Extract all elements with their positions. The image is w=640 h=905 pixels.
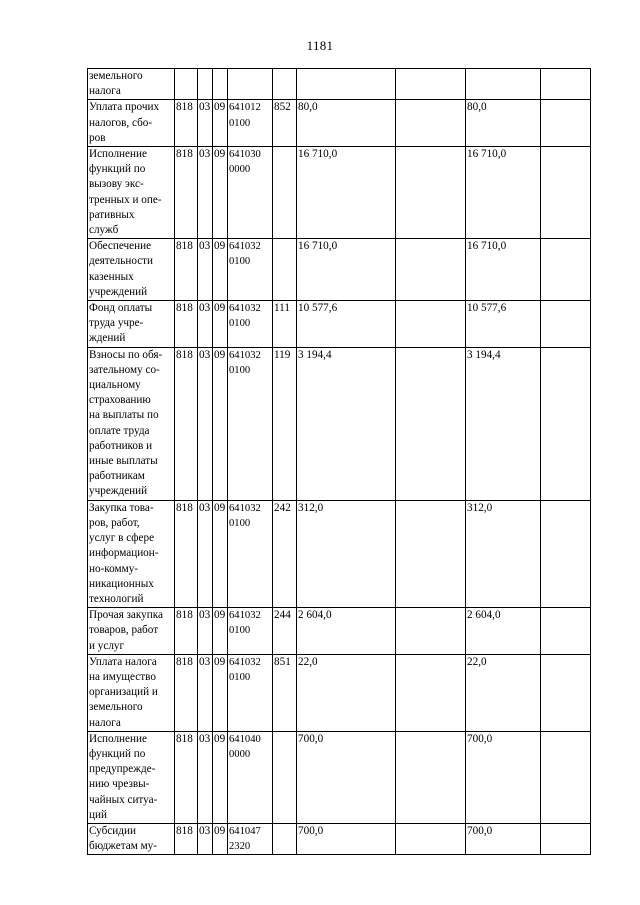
cell-pr-text: 09	[214, 348, 226, 361]
cell-name	[88, 500, 175, 607]
cell-vr	[273, 69, 297, 100]
cell-pr-text: 09	[214, 732, 226, 745]
table-row	[88, 500, 591, 607]
cell-gr-text: 818	[176, 101, 193, 114]
cell-name	[88, 654, 175, 731]
cell-cs	[228, 147, 273, 239]
cell-amount2	[466, 608, 541, 655]
cell-col7	[396, 347, 466, 500]
cell-pr-text: 09	[214, 609, 226, 622]
cell-amount	[297, 301, 396, 348]
cell-pr-text: 09	[214, 101, 226, 114]
cell-cs	[228, 301, 273, 348]
cell-col9	[541, 239, 591, 301]
cell-rz	[198, 69, 213, 100]
cell-name-text: Обеспечение деятельности казенных учреждений	[89, 240, 154, 298]
table-row	[88, 301, 591, 348]
cell-name-text: Исполнение функций по вызову экс- тренных и опе- ративных служб	[89, 148, 162, 237]
cell-name	[88, 69, 175, 100]
cell-vr	[273, 100, 297, 147]
cell-cs-text: 641032 0100	[229, 241, 261, 268]
table-row	[88, 69, 591, 100]
cell-gr	[175, 239, 198, 301]
cell-vr-text: 851	[274, 655, 291, 668]
cell-amount	[297, 147, 396, 239]
cell-amount2-text: 2 604,0	[467, 609, 501, 622]
cell-vr	[273, 301, 297, 348]
cell-name	[88, 608, 175, 655]
cell-name-text: земельного налога	[89, 70, 143, 98]
cell-amount	[297, 654, 396, 731]
cell-rz	[198, 100, 213, 147]
table-row	[88, 654, 591, 731]
cell-gr	[175, 301, 198, 348]
cell-amount2-text: 700,0	[467, 824, 493, 837]
cell-gr-text: 818	[176, 240, 193, 253]
cell-name	[88, 823, 175, 854]
cell-pr-text: 09	[214, 501, 226, 514]
cell-col9	[541, 608, 591, 655]
cell-pr	[213, 823, 228, 854]
cell-vr-text: 242	[274, 501, 291, 514]
cell-vr-text: 244	[274, 609, 291, 622]
cell-name	[88, 147, 175, 239]
table-body	[88, 69, 591, 855]
cell-vr	[273, 500, 297, 607]
cell-vr-text: 119	[274, 348, 291, 361]
cell-vr	[273, 239, 297, 301]
cell-gr-text: 818	[176, 501, 193, 514]
cell-pr-text: 09	[214, 824, 226, 837]
cell-cs	[228, 823, 273, 854]
cell-rz-text: 03	[199, 732, 211, 745]
cell-col9	[541, 654, 591, 731]
cell-name-text: Прочая закупка товаров, работ и услуг	[89, 609, 163, 652]
cell-col9	[541, 301, 591, 348]
cell-cs-text: 641032 0100	[229, 349, 261, 376]
cell-amount-text: 16 710,0	[298, 240, 338, 253]
cell-col7	[396, 69, 466, 100]
cell-gr-text: 818	[176, 824, 193, 837]
cell-col7	[396, 731, 466, 823]
cell-amount2-text: 22,0	[467, 655, 487, 668]
cell-amount	[297, 100, 396, 147]
cell-cs	[228, 69, 273, 100]
cell-col9	[541, 347, 591, 500]
cell-col7	[396, 147, 466, 239]
cell-pr	[213, 100, 228, 147]
cell-name-text: Исполнение функций по предупрежде- нию чрезвы- чайных ситуа- ций	[89, 732, 158, 821]
cell-pr	[213, 301, 228, 348]
cell-rz-text: 03	[199, 348, 211, 361]
cell-vr	[273, 823, 297, 854]
cell-pr	[213, 654, 228, 731]
cell-vr	[273, 608, 297, 655]
cell-rz-text: 03	[199, 148, 211, 161]
cell-amount2	[466, 69, 541, 100]
cell-cs	[228, 731, 273, 823]
cell-gr	[175, 654, 198, 731]
cell-amount	[297, 731, 396, 823]
cell-amount2-text: 10 577,6	[467, 302, 507, 315]
cell-pr-text: 09	[214, 302, 226, 315]
cell-cs	[228, 239, 273, 301]
cell-rz	[198, 239, 213, 301]
cell-rz-text: 03	[199, 501, 211, 514]
cell-amount2-text: 312,0	[467, 501, 493, 514]
cell-pr	[213, 731, 228, 823]
cell-amount2	[466, 823, 541, 854]
cell-amount2-text: 80,0	[467, 101, 487, 114]
cell-gr	[175, 608, 198, 655]
cell-cs	[228, 608, 273, 655]
cell-name-text: Уплата налога на имущество организаций и земельного налога	[89, 655, 158, 729]
cell-gr	[175, 347, 198, 500]
cell-pr	[213, 147, 228, 239]
cell-gr-text: 818	[176, 609, 193, 622]
cell-cs-text: 641032 0100	[229, 303, 261, 330]
cell-cs-text: 641047 2320	[229, 825, 261, 853]
cell-pr	[213, 500, 228, 607]
cell-col7	[396, 301, 466, 348]
table-row	[88, 239, 591, 301]
cell-cs	[228, 100, 273, 147]
cell-gr	[175, 100, 198, 147]
table-row	[88, 731, 591, 823]
cell-col9	[541, 500, 591, 607]
cell-amount-text: 80,0	[298, 101, 318, 114]
cell-name-text: Фонд оплаты труда учре- ждений	[89, 302, 153, 345]
cell-rz	[198, 347, 213, 500]
table-row	[88, 608, 591, 655]
cell-amount2	[466, 500, 541, 607]
cell-amount-text: 312,0	[298, 501, 324, 514]
cell-amount-text: 700,0	[298, 824, 324, 837]
cell-pr-text: 09	[214, 655, 226, 668]
cell-rz-text: 03	[199, 609, 211, 622]
cell-amount2	[466, 301, 541, 348]
page-number: 1181	[306, 38, 334, 53]
cell-gr-text: 818	[176, 655, 193, 668]
cell-amount-text: 10 577,6	[298, 302, 338, 315]
cell-pr	[213, 69, 228, 100]
cell-cs-text: 641040 0000	[229, 733, 261, 760]
cell-col7	[396, 654, 466, 731]
cell-amount2	[466, 731, 541, 823]
table-row	[88, 100, 591, 147]
cell-cs	[228, 500, 273, 607]
cell-amount2-text: 16 710,0	[467, 240, 507, 253]
cell-cs-text: 641032 0100	[229, 656, 261, 683]
cell-amount	[297, 69, 396, 100]
budget-table	[87, 68, 591, 855]
cell-name-text: Субсидии бюджетам му-	[89, 824, 157, 853]
cell-gr-text: 818	[176, 302, 193, 315]
cell-cs-text: 641032 0100	[229, 610, 261, 637]
cell-gr	[175, 500, 198, 607]
cell-rz-text: 03	[199, 655, 211, 668]
cell-amount2-text: 700,0	[467, 732, 493, 745]
cell-amount-text: 22,0	[298, 655, 318, 668]
table-row	[88, 347, 591, 500]
cell-pr-text: 09	[214, 240, 226, 253]
cell-rz	[198, 500, 213, 607]
cell-name	[88, 347, 175, 500]
cell-amount2	[466, 147, 541, 239]
cell-amount-text: 16 710,0	[298, 148, 338, 161]
cell-cs-text: 641030 0000	[229, 149, 261, 176]
cell-rz-text: 03	[199, 824, 211, 837]
cell-col9	[541, 823, 591, 854]
cell-gr-text: 818	[176, 148, 193, 161]
cell-amount	[297, 608, 396, 655]
cell-rz	[198, 731, 213, 823]
cell-cs-text: 641032 0100	[229, 502, 261, 529]
cell-col7	[396, 500, 466, 607]
cell-rz-text: 03	[199, 240, 211, 253]
cell-pr-text: 09	[214, 148, 226, 161]
cell-vr-text: 111	[274, 302, 290, 315]
cell-col9	[541, 731, 591, 823]
cell-pr	[213, 347, 228, 500]
cell-col7	[396, 239, 466, 301]
cell-amount	[297, 347, 396, 500]
cell-cs	[228, 347, 273, 500]
cell-amount2-text: 16 710,0	[467, 148, 507, 161]
cell-name	[88, 301, 175, 348]
cell-name	[88, 100, 175, 147]
cell-name-text: Уплата прочих налогов, сбо- ров	[89, 101, 160, 144]
cell-vr	[273, 731, 297, 823]
cell-amount-text: 700,0	[298, 732, 324, 745]
cell-pr	[213, 608, 228, 655]
cell-col7	[396, 823, 466, 854]
cell-rz-text: 03	[199, 101, 211, 114]
cell-rz-text: 03	[199, 302, 211, 315]
cell-gr	[175, 69, 198, 100]
cell-rz	[198, 823, 213, 854]
cell-col9	[541, 69, 591, 100]
cell-cs	[228, 654, 273, 731]
cell-gr-text: 818	[176, 348, 193, 361]
cell-name	[88, 731, 175, 823]
cell-col7	[396, 100, 466, 147]
cell-rz	[198, 301, 213, 348]
cell-vr	[273, 654, 297, 731]
table-row	[88, 823, 591, 854]
cell-vr-text: 852	[274, 101, 291, 114]
cell-cs-text: 641012 0100	[229, 102, 261, 129]
table-row	[88, 147, 591, 239]
cell-rz	[198, 608, 213, 655]
cell-amount2	[466, 239, 541, 301]
cell-col9	[541, 100, 591, 147]
cell-col9	[541, 147, 591, 239]
cell-gr	[175, 147, 198, 239]
cell-vr	[273, 147, 297, 239]
cell-rz	[198, 654, 213, 731]
cell-rz	[198, 147, 213, 239]
cell-col7	[396, 608, 466, 655]
cell-pr	[213, 239, 228, 301]
cell-name	[88, 239, 175, 301]
cell-gr	[175, 823, 198, 854]
cell-gr-text: 818	[176, 732, 193, 745]
cell-amount2	[466, 654, 541, 731]
cell-amount-text: 3 194,4	[298, 348, 332, 361]
cell-vr	[273, 347, 297, 500]
cell-amount	[297, 823, 396, 854]
cell-gr	[175, 731, 198, 823]
cell-amount	[297, 239, 396, 301]
cell-amount	[297, 500, 396, 607]
cell-name-text: Взносы по обя- зательному со- циальному страхованию на выплаты по оплате труда работников и иные выплаты работникам учреждений	[89, 348, 163, 498]
cell-amount-text: 2 604,0	[298, 609, 332, 622]
cell-amount2	[466, 100, 541, 147]
cell-name-text: Закупка това- ров, работ, услуг в сфере информацион- но-комму- никационных технологий	[89, 501, 159, 605]
cell-amount2-text: 3 194,4	[467, 348, 501, 361]
cell-amount2	[466, 347, 541, 500]
